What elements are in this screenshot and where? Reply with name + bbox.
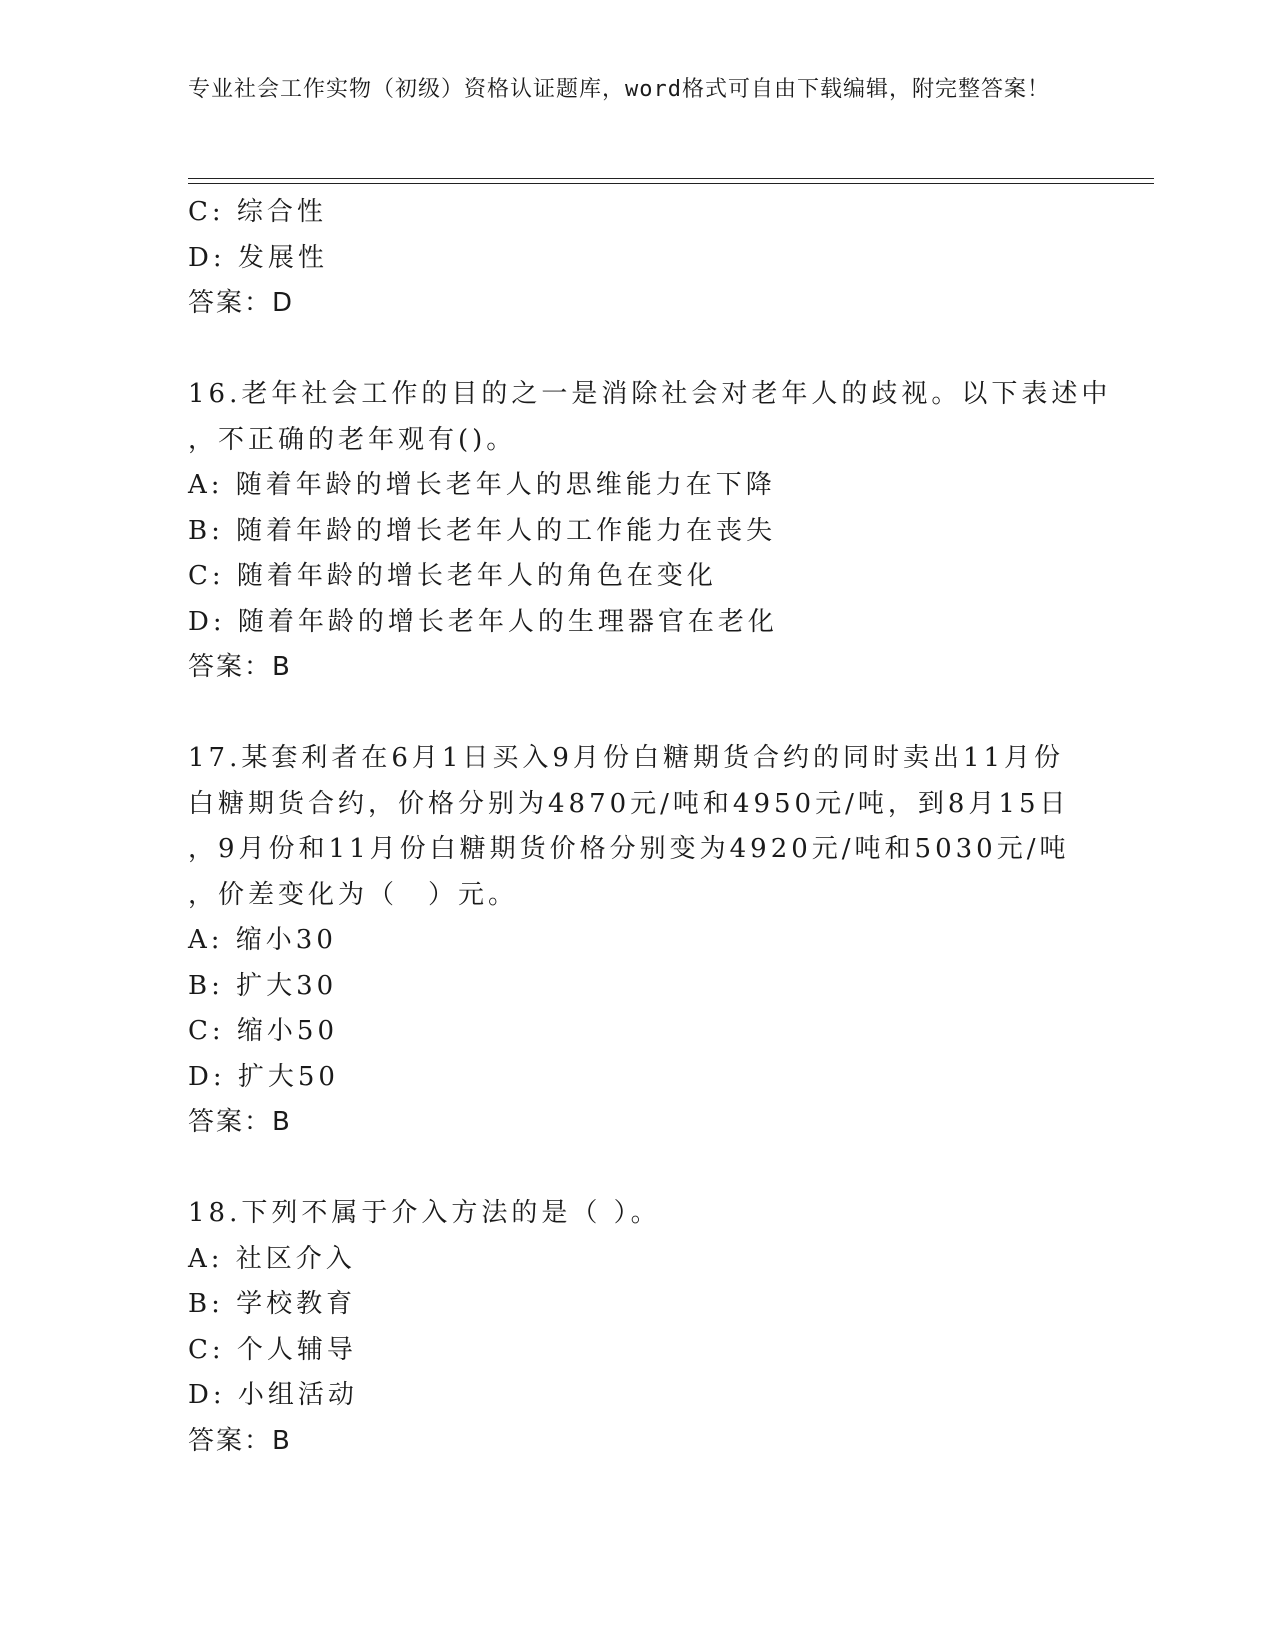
answer: 答案：B [188,652,292,682]
option-d: D: 发展性 [188,242,328,273]
question-stem: ，9月份和11月份白糖期货价格分别变为4920元/吨和5030元/吨 [188,834,1070,864]
option-a: A: 缩小30 [188,925,337,955]
answer: 答案：B [188,1107,292,1137]
option-a: A: 社区介入 [188,1243,356,1274]
option-c: C: 个人辅导 [188,1334,357,1365]
question-16 [188,372,1112,691]
option-c: C: 缩小50 [188,1016,339,1046]
question-18 [188,1191,1088,1464]
question-17 [188,736,1088,1146]
answer: 答案：D [188,288,295,318]
question-stem: ，价差变化为（ ）元。 [188,879,519,910]
option-d: D: 随着年龄的增长老年人的生理器官在老化 [188,606,778,637]
option-c: C: 随着年龄的增长老年人的角色在变化 [188,561,717,591]
question-stem: ，不正确的老年观有()。 [188,424,517,455]
option-b: B: 扩大30 [188,970,338,1001]
question-stem: 白糖期货合约，价格分别为4870元/吨和4950元/吨，到8月15日 [188,788,1070,819]
option-b: B: 随着年龄的增长老年人的工作能力在丧失 [188,515,777,546]
option-a: A: 随着年龄的增长老年人的思维能力在下降 [188,470,776,500]
option-d: D: 小组活动 [188,1380,358,1410]
question-15-tail [188,190,1088,327]
question-stem: 17.某套利者在6月1日买入9月份白糖期货合约的同时卖出11月份 [188,743,1065,773]
option-b: B: 学校教育 [188,1289,357,1319]
header-rule-bottom [188,183,1154,184]
header-rule-top [188,178,1154,179]
question-stem: 18.下列不属于介入方法的是（ ）。 [188,1198,661,1228]
option-d: D: 扩大50 [188,1061,339,1092]
answer: 答案：B [188,1425,292,1456]
question-stem: 16.老年社会工作的目的之一是消除社会对老年人的歧视。以下表述中 [188,379,1112,409]
question-list [188,190,1112,1464]
option-c: C: 综合性 [188,197,327,227]
page-header: 专业社会工作实物（初级）资格认证题库，word格式可自由下载编辑，附完整答案！ [188,77,1050,102]
